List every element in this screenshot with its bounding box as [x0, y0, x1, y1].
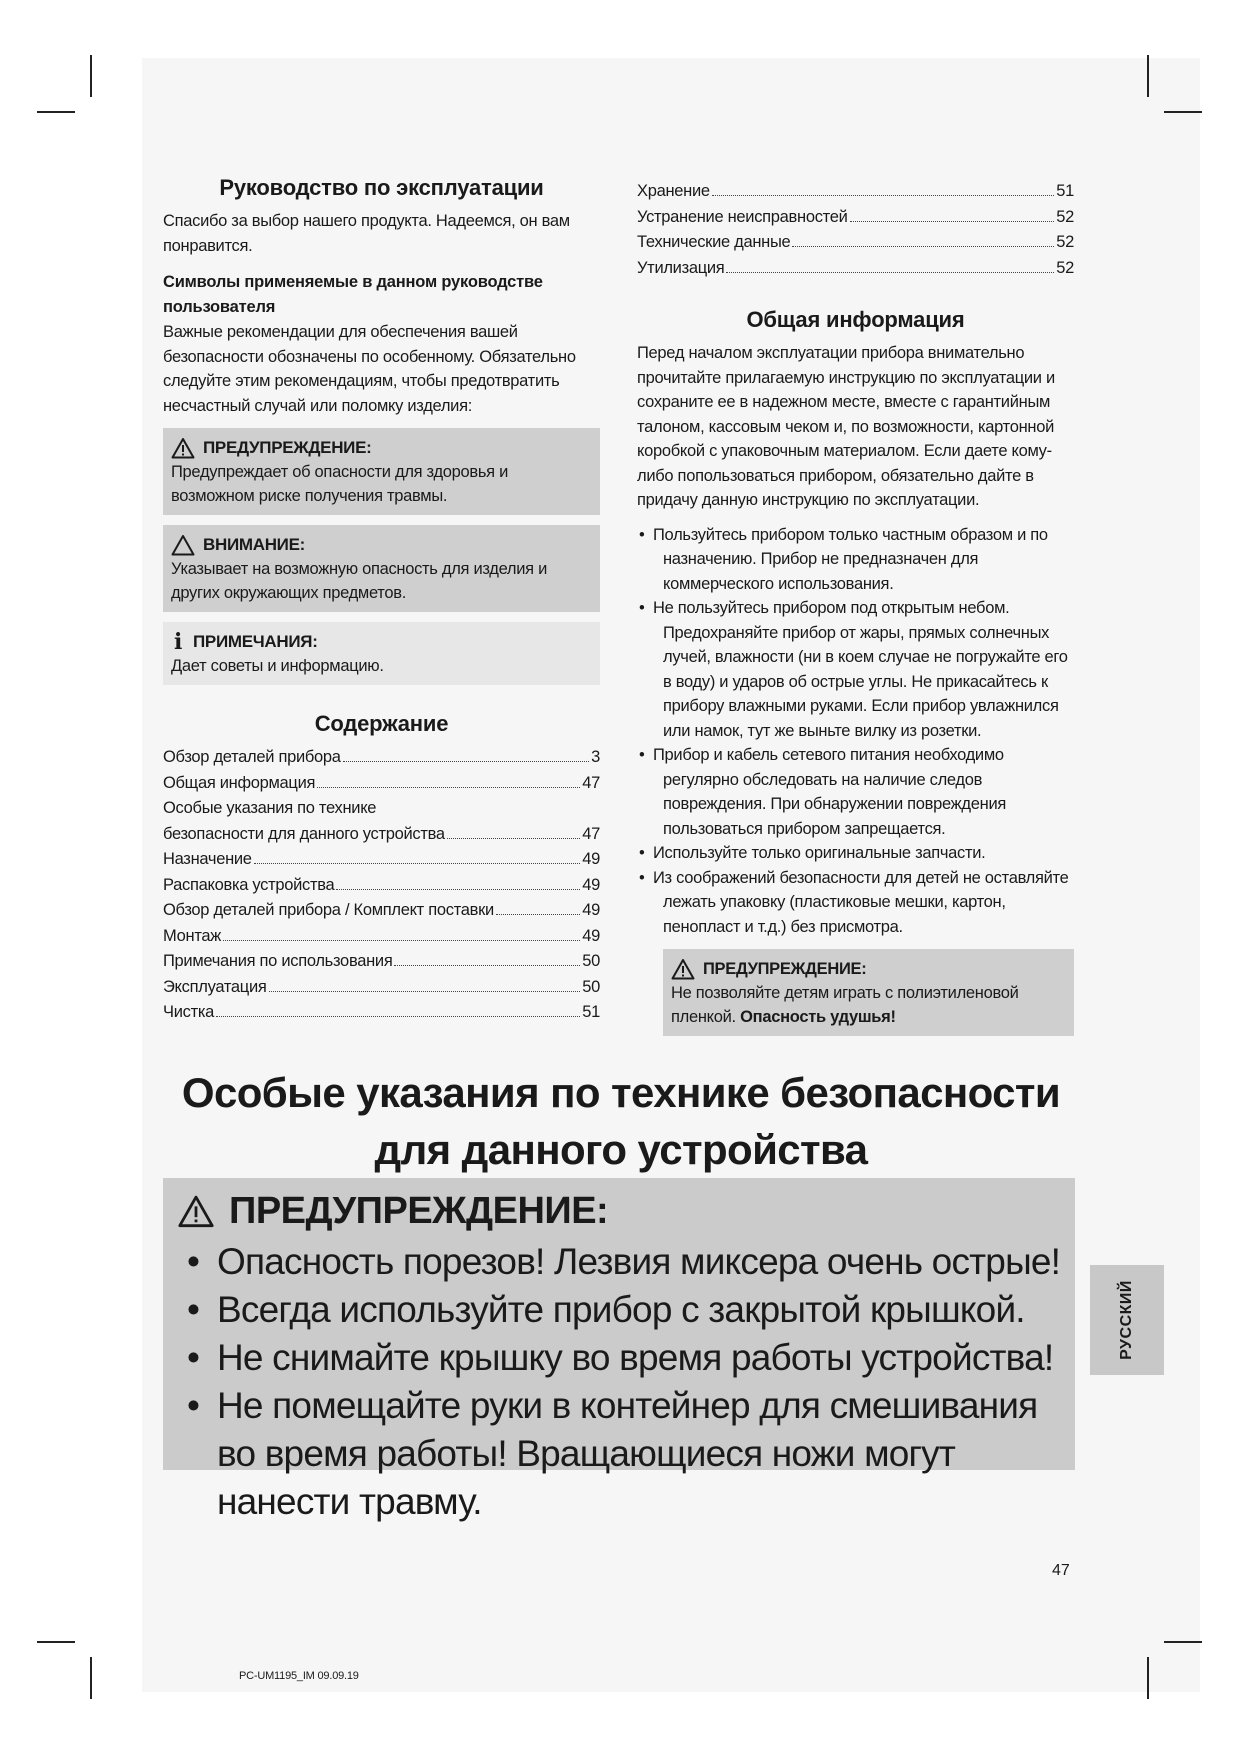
- toc-item: Общая информация 47: [163, 773, 600, 792]
- list-item: • Из соображений безопасности для детей не оставляйте лежать упаковку (пластиковые мешки, картон, пенопласт и т.д.) без присмотра.: [637, 866, 1074, 940]
- list-item: • Опасность порезов! Лезвия миксера очень острые!: [177, 1238, 1061, 1286]
- child-warning-heading: [671, 957, 1066, 981]
- symbols-text: Важные рекомендации для обеспечения вашей безопасности обозначены по особенному. Обязательно следуйте этим рекомендациям, чтобы предотвратить несчастный случай или поломку изделия:: [163, 323, 576, 415]
- footer-code: PC-UM1195_IM 09.09.19: [239, 1670, 359, 1682]
- toc-item: Обзор деталей прибора / Комплект поставки 49: [163, 901, 600, 919]
- warning-heading: [171, 436, 592, 460]
- crop-mark: [1164, 1641, 1202, 1643]
- right-column: [637, 175, 1074, 1036]
- toc-item: Обзор деталей прибора 3: [163, 748, 600, 766]
- list-item: • Не пользуйтесь прибором под открытым небом. Предохраняйте прибор от жары, прямых солнечных лучей, влажности (ни в коем случае не погружайте его в воду) и ударов об острые углы. Не прикасайтесь к прибору влажными руками. Если прибор увлажнился или намок, тут же выньте вилку из розетки.: [637, 596, 1074, 743]
- toc-item: Распаковка устройства 49: [163, 875, 600, 894]
- crop-mark: [1164, 111, 1202, 113]
- crop-mark: [1147, 55, 1149, 97]
- toc-item: Эксплуатация 50: [163, 977, 600, 996]
- note-label: ПРИМЕЧАНИЯ:: [193, 632, 318, 651]
- safety-warning-list: [177, 1238, 1061, 1526]
- list-item: • Не снимайте крышку во время работы устройства!: [177, 1334, 1061, 1382]
- list-item: • Не помещайте руки в контейнер для смешивания во время работы! Вращающиеся ножи могут нанести травму.: [177, 1382, 1061, 1526]
- caution-heading: [171, 533, 592, 557]
- safety-warning-box: [163, 1178, 1075, 1522]
- list-item: • Используйте только оригинальные запчасти.: [637, 841, 1074, 866]
- child-warning-label: ПРЕДУПРЕЖДЕНИЕ:: [703, 960, 867, 978]
- list-item: • Прибор и кабель сетевого питания необходимо регулярно обследовать на наличие следов повреждения. При обнаружении повреждения пользоваться прибором запрещается.: [637, 743, 1074, 841]
- toc-item: Особые указания по технике: [163, 799, 377, 817]
- safety-warning-heading: [177, 1188, 1061, 1234]
- toc-item: Технические данные 52: [637, 233, 1074, 251]
- warning-triangle-icon: [177, 1194, 215, 1228]
- safety-warning-label: ПРЕДУПРЕЖДЕНИЕ:: [229, 1190, 609, 1232]
- warning-triangle-icon: [171, 437, 195, 459]
- table-of-contents: [163, 745, 600, 1026]
- warning-text: Предупреждает об опасности для здоровья и возможном риске получения травмы.: [171, 463, 509, 505]
- intro-text: Спасибо за выбор нашего продукта. Надеемся, он вам понравится.: [163, 212, 570, 255]
- manual-title: Руководство по эксплуатации: [219, 175, 544, 200]
- toc-item: Чистка 51: [163, 1003, 600, 1021]
- note-box: [163, 622, 600, 685]
- general-info-list: [637, 523, 1074, 940]
- symbols-heading: Символы применяемые в данном руководстве пользователя: [163, 273, 543, 316]
- note-heading: [171, 630, 592, 654]
- page-number: 47: [1052, 1562, 1070, 1579]
- note-text: Дает советы и информацию.: [171, 657, 384, 675]
- child-warning-emphasis: Опасность удушья!: [740, 1008, 896, 1026]
- crop-mark: [37, 1641, 75, 1643]
- safety-title: [142, 1064, 1100, 1178]
- toc-item: Назначение 49: [163, 850, 600, 868]
- list-item: • Пользуйтесь прибором только частным образом и по назначению. Прибор не предназначен для коммерческого использования.: [637, 523, 1074, 597]
- caution-label: ВНИМАНИЕ:: [203, 535, 306, 554]
- caution-box: [163, 525, 600, 612]
- toc-item: Хранение 51: [637, 182, 1074, 200]
- contents-title: Содержание: [314, 711, 449, 736]
- language-tab-label: РУССКИЙ: [1118, 1280, 1136, 1360]
- child-warning-text: Не позволяйте детям играть с полиэтиленовой пленкой. Опасность удушья!: [671, 984, 1019, 1026]
- general-info-text: Перед началом эксплуатации прибора внимательно прочитайте прилагаемую инструкцию по эксплуатации и сохраните ее в надежном месте, вместе с гарантийным талоном, кассовым чеком и, по возможности, картонной коробкой с упаковочным материалом. Если даете кому-либо попользоваться прибором, обязательно дайте в придачу данную инструкцию по эксплуатации.: [637, 344, 1055, 509]
- child-warning-box: [663, 949, 1074, 1036]
- caution-text: Указывает на возможную опасность для изделия и других окружающих предметов.: [171, 560, 548, 602]
- crop-mark: [90, 55, 92, 97]
- toc-item: безопасности для данного устройства 47: [163, 824, 600, 843]
- crop-mark: [37, 111, 75, 113]
- crop-mark: [1147, 1657, 1149, 1699]
- general-info-title: Общая информация: [746, 307, 965, 332]
- warning-box: [163, 428, 600, 515]
- warning-triangle-icon: [671, 958, 695, 980]
- warning-label: ПРЕДУПРЕЖДЕНИЕ:: [203, 438, 372, 457]
- crop-mark: [90, 1657, 92, 1699]
- list-item: • Всегда используйте прибор с закрытой крышкой.: [177, 1286, 1061, 1334]
- caution-triangle-icon: [171, 534, 195, 556]
- toc-item: Монтаж 49: [163, 926, 600, 945]
- language-tab: [1090, 1265, 1164, 1375]
- toc-item: Утилизация 52: [637, 258, 1074, 277]
- left-column: [163, 175, 600, 1026]
- toc-item: Примечания по использования 50: [163, 952, 600, 970]
- safety-title-line1: Особые указания по технике безопасности: [181, 1069, 1061, 1116]
- table-of-contents-continued: [637, 179, 1074, 281]
- toc-item: Устранение неисправностей 52: [637, 207, 1074, 226]
- safety-title-line2: для данного устройства: [374, 1126, 868, 1173]
- info-icon: i: [173, 629, 183, 655]
